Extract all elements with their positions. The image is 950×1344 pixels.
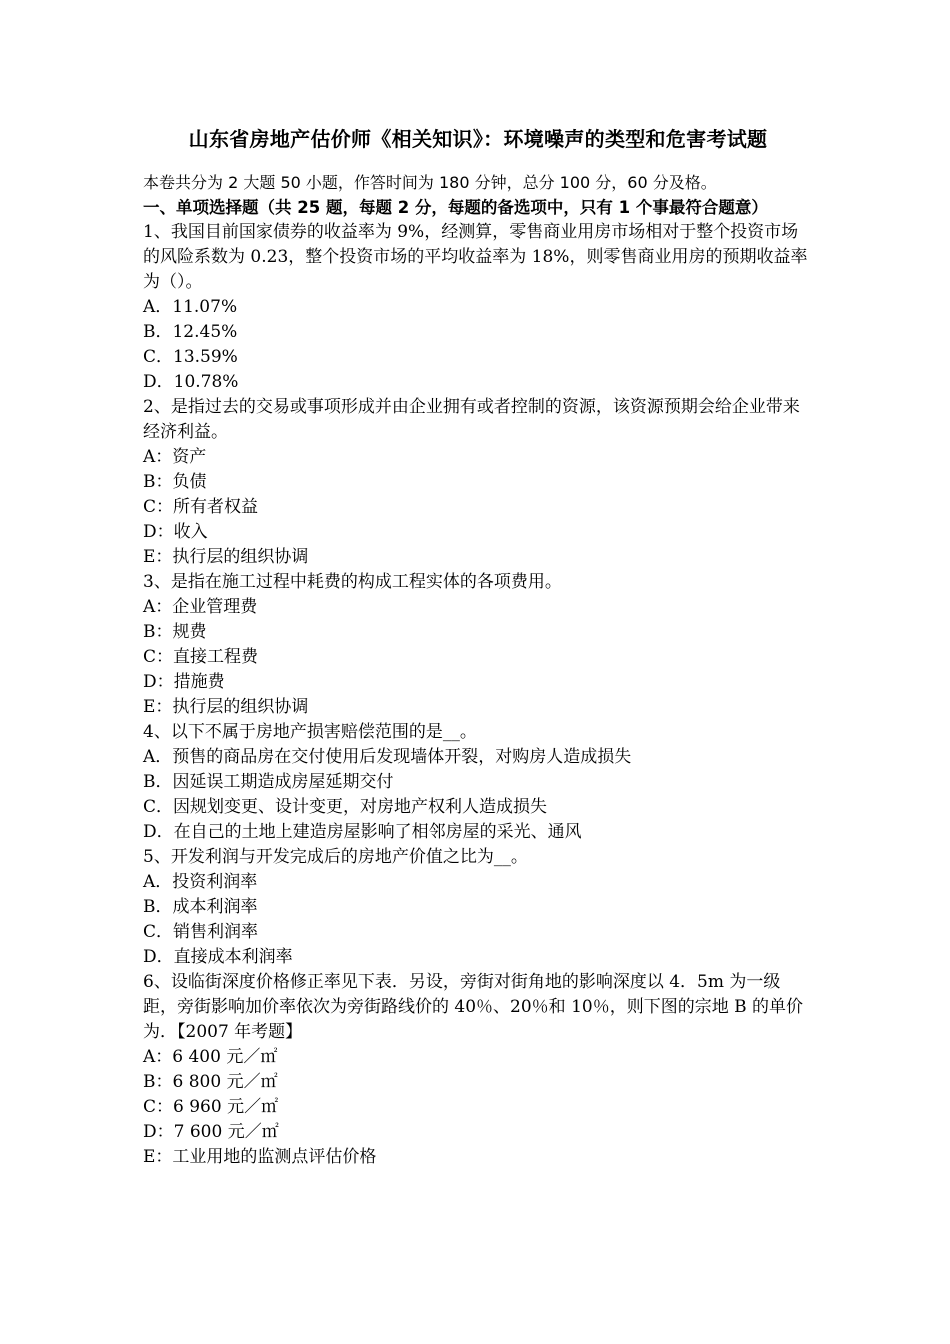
- document-title: 山东省房地产估价师《相关知识》：环境噪声的类型和危害考试题: [188, 127, 768, 151]
- answer-option: D．直接成本利润率: [143, 947, 293, 967]
- question-5: [143, 845, 813, 970]
- answer-option: C．因规划变更、设计变更，对房地产权利人造成损失: [143, 797, 548, 817]
- exam-intro: 本卷共分为 2 大题 50 小题，作答时间为 180 分钟，总分 100 分，60 分及格。: [143, 173, 717, 192]
- answer-option: D：收入: [143, 522, 208, 542]
- answer-option: A．预售的商品房在交付使用后发现墙体开裂，对购房人造成损失: [143, 747, 632, 767]
- section-heading: 一、单项选择题（共 25 题，每题 2 分，每题的备选项中，只有 1 个事最符合题意）: [143, 198, 768, 217]
- answer-option: D．在自己的土地上建造房屋影响了相邻房屋的采光、通风: [143, 822, 582, 842]
- answer-option: C：6 960 元／㎡: [143, 1097, 279, 1117]
- answer-option: D：措施费: [143, 672, 225, 692]
- answer-option: B．成本利润率: [143, 897, 258, 917]
- question-4: [143, 720, 813, 845]
- question-6: [143, 970, 813, 1170]
- question-1: [143, 220, 813, 395]
- answer-option: C：所有者权益: [143, 497, 259, 517]
- question-3: [143, 570, 813, 720]
- answer-option: B：规费: [143, 622, 207, 642]
- question-stem: 3、是指在施工过程中耗费的构成工程实体的各项费用。: [143, 572, 562, 592]
- question-2: [143, 395, 813, 570]
- document-page: [143, 124, 813, 1170]
- question-stem: 1、我国目前国家债券的收益率为 9%，经测算，零售商业用房市场相对于整个投资市场的风险系数为 0.23，整个投资市场的平均收益率为 18%，则零售商业用房的预期收益率为（）。: [143, 222, 808, 292]
- answer-option: C：直接工程费: [143, 647, 259, 667]
- answer-option: B．因延误工期造成房屋延期交付: [143, 772, 394, 792]
- question-stem: 4、以下不属于房地产损害赔偿范围的是__。: [143, 722, 477, 742]
- answer-option: D：7 600 元／㎡: [143, 1122, 279, 1142]
- answer-option: A：企业管理费: [143, 597, 258, 617]
- answer-option: B．12.45%: [143, 322, 238, 342]
- question-stem: 5、开发利润与开发完成后的房地产价值之比为__。: [143, 847, 528, 867]
- answer-option: B：负债: [143, 472, 207, 492]
- question-stem: 2、是指过去的交易或事项形成并由企业拥有或者控制的资源，该资源预期会给企业带来经济利益。: [143, 397, 800, 442]
- answer-option: E：执行层的组织协调: [143, 697, 309, 717]
- answer-option: A：资产: [143, 447, 207, 467]
- answer-option: C．销售利润率: [143, 922, 259, 942]
- answer-option: A．11.07%: [143, 297, 238, 317]
- answer-option: A：6 400 元／㎡: [143, 1047, 278, 1067]
- answer-option: C．13.59%: [143, 347, 238, 367]
- answer-option: E：工业用地的监测点评估价格: [143, 1147, 377, 1167]
- question-list: [143, 220, 813, 1170]
- answer-option: A．投资利润率: [143, 872, 258, 892]
- answer-option: E：执行层的组织协调: [143, 547, 309, 567]
- answer-option: B：6 800 元／㎡: [143, 1072, 278, 1092]
- question-stem: 6、设临街深度价格修正率见下表．另设，旁街对街角地的影响深度以 4．5m 为一级距，旁街影响加价率依次为旁街路线价的 40％、20％和 10％，则下图的宗地 B 的单价为．【2007 年考题】: [143, 972, 804, 1042]
- answer-option: D．10.78%: [143, 372, 239, 392]
